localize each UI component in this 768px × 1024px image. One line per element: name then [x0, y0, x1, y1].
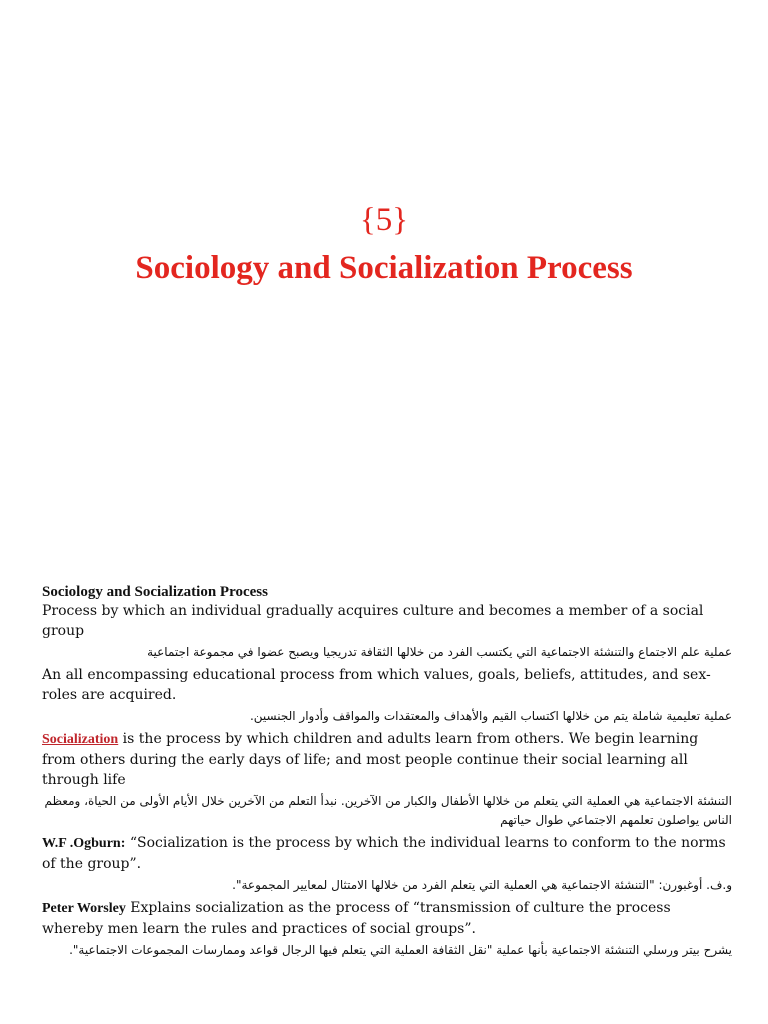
socialization-text: is the process by which children and adults learn from others. We begin learning from others during the early days of life; and most people continue their social learning all through life: [42, 731, 699, 788]
paragraph-socialization-ar: التنشئة الاجتماعية هي العملية التي يتعلم من خلالها الأطفال والكبار من الآخرين. نبدأ التعلم من الآخرين خلال الأيام الأولى من الحياة، ومعظم الناس يواصلون تعلمهم الاجتماعي طوال حياتهم: [44, 794, 732, 827]
worsley-term: Peter Worsley: [42, 901, 126, 916]
chapter-number: {5}: [359, 202, 409, 238]
ogburn-text: “Socialization is the process by which the individual learns to conform to the norms of the group”.: [42, 835, 726, 872]
section-heading: Sociology and Socialization Process: [42, 584, 268, 600]
paragraph-definition-en: Process by which an individual gradually acquires culture and becomes a member of a social group: [42, 603, 704, 639]
paragraph-ogburn-en: [42, 833, 732, 874]
paragraph-definition-ar: عملية علم الاجتماع والتنشئة الاجتماعية التي يكتسب الفرد من خلالها الثقافة تدريجيا ويصبح عضوا في مجموعة اجتماعية: [147, 645, 732, 659]
ogburn-term: W.F .Ogburn:: [42, 836, 126, 851]
document-body: [42, 583, 732, 963]
socialization-term: Socialization: [42, 732, 119, 747]
paragraph-educational-en: An all encompassing educational process from which values, goals, beliefs, attitudes, and sex-roles are acquired.: [42, 667, 711, 703]
worsley-text: Explains socialization as the process of “transmission of culture the process whereby men learn the rules and practices of social groups”.: [42, 900, 671, 937]
paragraph-worsley-en: [42, 898, 732, 939]
paragraph-worsley-ar: يشرح بيتر ورسلي التنشئة الاجتماعية بأنها عملية "نقل الثقافة العملية التي يتعلم فيها الرجال قواعد وممارسات المجموعات الاجتماعية".: [69, 943, 732, 957]
paragraph-socialization-en: [42, 729, 732, 790]
paragraph-ogburn-ar: و.ف. أوغبورن: "التنشئة الاجتماعية هي العملية التي يتعلم الفرد من خلالها الامتثال لمعايير المجموعة".: [232, 878, 732, 892]
paragraph-educational-ar: عملية تعليمية شاملة يتم من خلالها اكتساب القيم والأهداف والمعتقدات والمواقف وأدوار الجنسين.: [249, 709, 732, 723]
chapter-title: Sociology and Socialization Process: [135, 250, 633, 286]
